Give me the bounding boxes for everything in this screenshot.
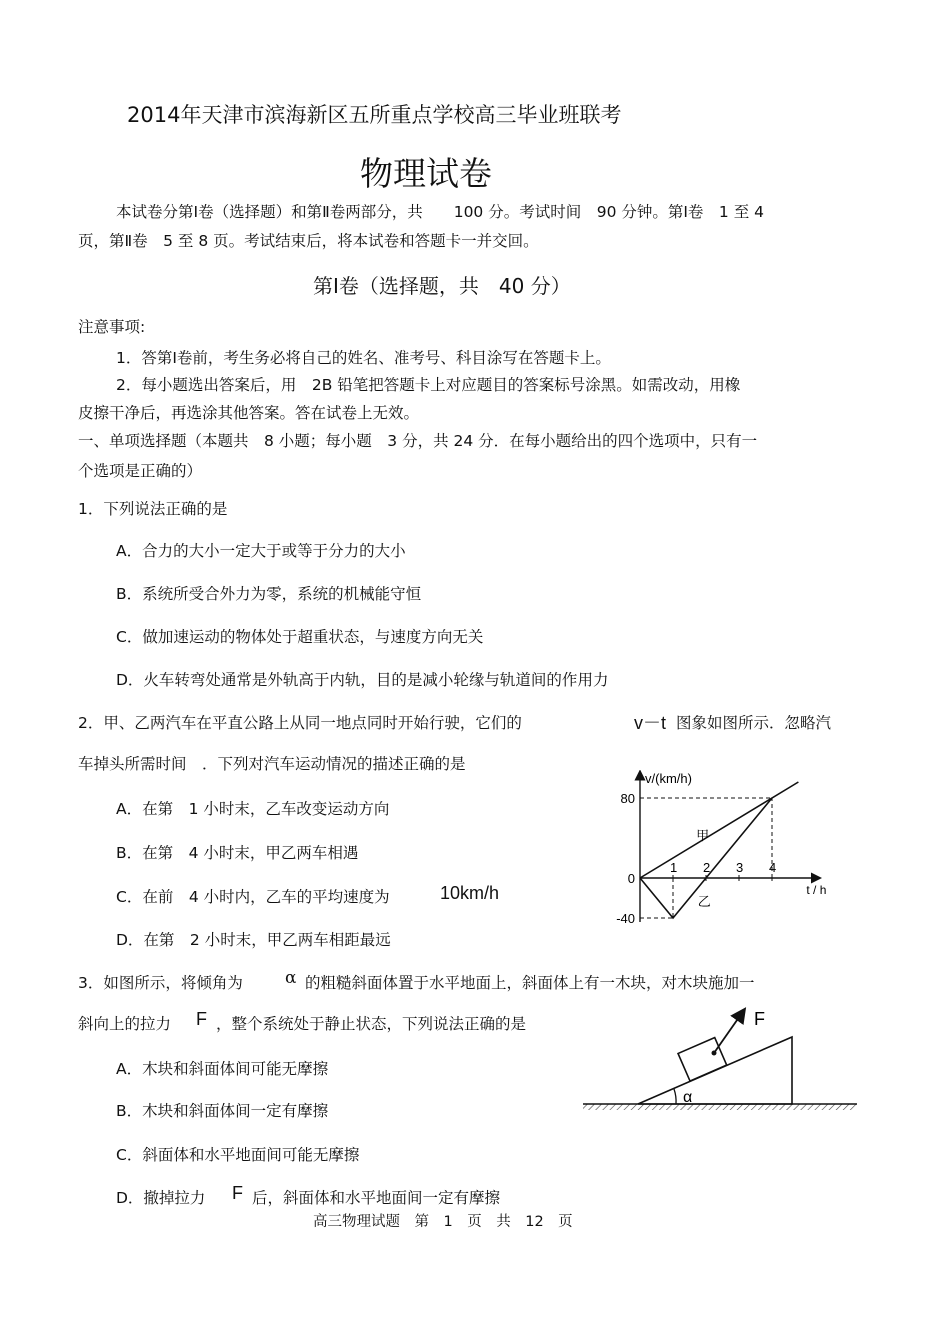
x-axis-label: t / h xyxy=(806,883,827,897)
force-label: F xyxy=(754,1009,765,1029)
y-tick-label-80: 80 xyxy=(620,791,635,806)
notes-item-2-line-1: 2．每小题选出答案后，用 2B 铅笔把答题卡上对应题目的答案标号涂黑。如需改动，用橡 xyxy=(116,376,741,394)
q3-force-symbol: F xyxy=(196,1009,207,1029)
q3-option-a: A．木块和斜面体间可能无摩擦 xyxy=(116,1060,329,1078)
y-tick-label--40: -40 xyxy=(616,911,635,926)
x-tick-label-2: 2 xyxy=(703,860,711,875)
part1-instructions-line-1: 一、单项选择题（本题共 8 小题；每小题 3 分，共 24 分．在每小题给出的四个选项中，只有一 xyxy=(78,432,758,450)
x-tick-label-4: 4 xyxy=(769,860,777,875)
notes-item-2-line-2: 皮擦干净后，再选涂其他答案。答在试卷上无效。 xyxy=(78,404,420,422)
q3-stem-line-1-a: 3．如图所示，将倾角为 xyxy=(78,974,243,992)
q3-alpha-symbol: α xyxy=(285,968,297,988)
q2-option-c-value: 10km/h xyxy=(440,883,500,903)
q2-option-c: C．在前 4 小时内，乙车的平均速度为 xyxy=(116,888,390,906)
q2-option-b: B．在第 4 小时末，甲乙两车相遇 xyxy=(116,844,359,862)
q1-option-a: A．合力的大小一定大于或等于分力的大小 xyxy=(116,542,406,560)
series-label-0: 甲 xyxy=(696,828,710,843)
q1-stem: 1．下列说法正确的是 xyxy=(78,500,228,518)
q3-option-d-b: 后，斜面体和水平地面间一定有摩擦 xyxy=(252,1189,501,1207)
angle-label: α xyxy=(683,1089,693,1106)
q3-option-c: C．斜面体和水平地面间可能无摩擦 xyxy=(116,1146,360,1164)
exam-title: 2014年天津市滨海新区五所重点学校高三毕业班联考 xyxy=(127,103,622,127)
q2-vt-symbol: v－t xyxy=(634,713,667,733)
force-arrow xyxy=(714,1013,742,1053)
q2-option-d: D．在第 2 小时末，甲乙两车相距最远 xyxy=(116,931,391,949)
part1-instructions-line-2: 个选项是正确的） xyxy=(78,462,203,480)
notes-heading: 注意事项: xyxy=(78,318,146,336)
y-tick-label-0: 0 xyxy=(627,871,635,886)
section-title: 第Ⅰ卷（选择题，共 40 分） xyxy=(313,274,571,298)
q2-option-a: A．在第 1 小时末，乙车改变运动方向 xyxy=(116,800,390,818)
q3-stem-line-1-b: 的粗糙斜面体置于水平地面上，斜面体上有一木块，对木块施加一 xyxy=(305,974,755,992)
q3-option-d-a: D．撤掉拉力 xyxy=(116,1189,206,1207)
intro-line-1: 本试卷分第Ⅰ卷（选择题）和第Ⅱ卷两部分，共 100 分。考试时间 90 分钟。第Ⅰ卷 1 至 4 xyxy=(116,203,765,221)
intro-line-2: 页，第Ⅱ卷 5 至 8 页。考试结束后，将本试卷和答题卡一并交回。 xyxy=(78,232,539,250)
x-tick-label-3: 3 xyxy=(736,860,744,875)
series-label-1: 乙 xyxy=(697,894,711,909)
q1-option-c: C．做加速运动的物体处于超重状态，与速度方向无关 xyxy=(116,628,484,646)
notes-item-1: 1．答第Ⅰ卷前，考生务必将自己的姓名、准考号、科目涂写在答题卡上。 xyxy=(116,349,611,367)
y-axis-label: v/(km/h) xyxy=(645,771,692,786)
q2-stem-line-2: 车掉头所需时间 ．下列对汽车运动情况的描述正确的是 xyxy=(78,755,466,773)
q1-option-d: D．火车转弯处通常是外轨高于内轨，目的是减小轮缘与轨道间的作用力 xyxy=(116,671,609,689)
subject-title: 物理试卷 xyxy=(360,154,492,193)
q3-option-b: B．木块和斜面体间一定有摩擦 xyxy=(116,1102,329,1120)
q2-stem-line-1: 2．甲、乙两汽车在平直公路上从同一地点同时开始行驶，它们的 xyxy=(78,714,522,732)
vt-chart xyxy=(605,770,845,930)
x-tick-label-1: 1 xyxy=(670,860,678,875)
incline-diagram xyxy=(580,1005,860,1115)
q2-stem-line-1-end: 图象如图所示．忽略汽 xyxy=(676,714,832,732)
q3-stem-line-2-b: ，整个系统处于静止状态，下列说法正确的是 xyxy=(216,1015,527,1033)
q1-option-b: B．系统所受合外力为零，系统的机械能守恒 xyxy=(116,585,422,603)
q3-option-d-force: F xyxy=(232,1183,243,1203)
ground-hatching xyxy=(583,1104,857,1110)
q3-stem-line-2-a: 斜向上的拉力 xyxy=(78,1015,172,1033)
angle-arc xyxy=(674,1089,676,1104)
page-footer: 高三物理试题 第 1 页 共 12 页 xyxy=(313,1214,573,1230)
